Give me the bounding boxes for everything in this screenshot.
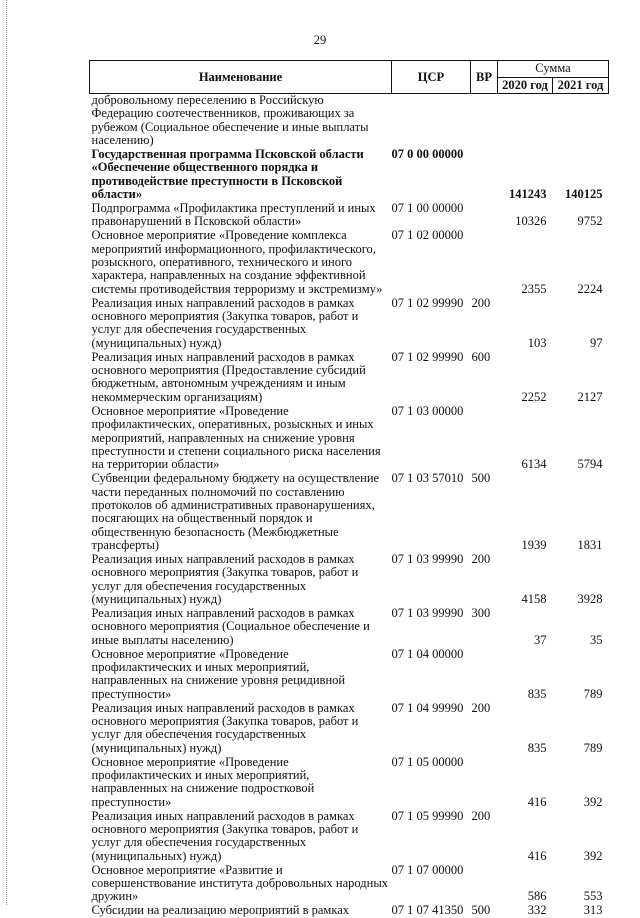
- row-amount-2021: 2127: [577, 389, 603, 404]
- row-name: Основное мероприятие «Проведение профилактических и иных мероприятий, направленных на снижение уровня рецидивной преступности»: [91, 646, 346, 701]
- row-csr-code: 07 1 07 00000: [391, 862, 464, 877]
- row-csr-code: 07 1 03 99990: [391, 551, 464, 566]
- row-amount-2021: 140125: [565, 187, 603, 202]
- row-vr-code: [471, 94, 498, 149]
- row-name: Подпрограмма «Профилактика преступлений и иных правонарушений в Псковской области»: [91, 201, 376, 229]
- header-csr: ЦСР: [392, 61, 471, 94]
- row-name: Реализация иных направлений расходов в рамках основного мероприятия (Закупка товаров, работ и услуг для обеспечения государственных (муниципальных) нужд): [91, 551, 359, 607]
- row-vr-code: 500: [471, 903, 491, 918]
- row-amount-2020: 37: [534, 632, 547, 647]
- row-vr-code: 200: [471, 808, 491, 823]
- table-row: [90, 297, 609, 351]
- row-vr-code: [471, 405, 498, 472]
- row-amount-2021: 392: [583, 794, 603, 809]
- row-vr-code: [471, 148, 498, 202]
- row-csr-code: 07 1 03 57010: [391, 471, 464, 486]
- row-vr-code: [471, 229, 498, 296]
- row-csr-code: 07 1 04 99990: [391, 700, 464, 715]
- row-amount-2021: 313: [583, 903, 603, 918]
- table-row: [90, 553, 609, 607]
- table-row: [90, 229, 609, 296]
- row-amount-2020: [498, 94, 553, 149]
- table-row: [90, 648, 609, 702]
- row-amount-2020: 835: [527, 740, 547, 755]
- row-vr-code: 200: [471, 700, 491, 715]
- row-amount-2021: 97: [590, 335, 603, 350]
- row-csr-code: 07 1 03 99990: [391, 605, 464, 620]
- table-row: [90, 756, 609, 810]
- row-csr-code: [392, 94, 471, 149]
- row-name: Основное мероприятие «Проведение профилактических, оперативных, розыскных и иных мероприятий, направленных на снижение уровня преступности и степени социального риска населения на территории области»: [91, 403, 381, 472]
- row-amount-2020: 1939: [521, 538, 547, 553]
- row-amount-2021: 553: [583, 889, 603, 904]
- table-row: [90, 904, 609, 918]
- row-vr-code: [471, 864, 498, 905]
- row-csr-code: 07 1 05 00000: [391, 754, 464, 769]
- row-vr-code: 500: [471, 471, 491, 486]
- row-amount-2021: 2224: [577, 281, 603, 296]
- table-row: [90, 202, 609, 229]
- row-amount-2020: 332: [527, 903, 547, 918]
- row-amount-2020: 416: [527, 794, 547, 809]
- table-row: [90, 94, 609, 149]
- row-amount-2021: 9752: [577, 214, 603, 229]
- row-name: Основное мероприятие «Проведение комплекса мероприятий информационного, профилактического, розыскного, оперативного, технического и иного характера, направленных на создание эффективной системы противодействия терроризму и экстремизму»: [91, 228, 383, 296]
- row-amount-2021: 1831: [577, 538, 603, 553]
- row-vr-code: [471, 202, 498, 229]
- row-name: Реализация иных направлений расходов в рамках основного мероприятия (Предоставление субсидий бюджетным, автономным учреждениям и иным некоммерческим организациям): [91, 349, 366, 404]
- row-vr-code: [471, 756, 498, 810]
- row-amount-2020: 10326: [515, 214, 547, 229]
- table-row: [90, 702, 609, 756]
- row-amount-2021: 392: [583, 848, 603, 863]
- header-year-2020: 2020 год: [498, 77, 553, 94]
- row-csr-code: 07 1 05 99990: [391, 808, 464, 823]
- row-name: Субсидии на реализацию мероприятий в рамках: [91, 903, 350, 918]
- row-csr-code: 07 1 07 41350: [391, 903, 464, 918]
- table-row: [90, 148, 609, 202]
- row-name: Реализация иных направлений расходов в рамках основного мероприятия (Закупка товаров, работ и услуг для обеспечения государственных (муниципальных) нужд): [91, 808, 359, 863]
- table-row: [90, 472, 609, 553]
- row-csr-code: 07 1 02 99990: [391, 295, 464, 310]
- budget-table: [89, 60, 609, 918]
- row-vr-code: 300: [471, 605, 491, 620]
- header-sum: Сумма: [498, 61, 609, 78]
- row-csr-code: 07 1 02 99990: [391, 349, 464, 364]
- row-name: Субвенции федеральному бюджету на осуществление части переданных полномочий по составлению протоколов об административных правонарушениях, посягающих на общественный порядок и общественную безопасность (Межбюджетные трансферты): [91, 471, 380, 553]
- row-csr-code: 07 1 04 00000: [391, 646, 464, 661]
- row-amount-2020: 835: [527, 686, 547, 701]
- row-amount-2020: 4158: [521, 592, 547, 607]
- row-name: Реализация иных направлений расходов в рамках основного мероприятия (Закупка товаров, работ и услуг для обеспечения государственных (муниципальных) нужд): [91, 700, 359, 755]
- header-name: Наименование: [90, 61, 392, 94]
- page-edge-line: [6, 0, 7, 905]
- row-vr-code: 200: [471, 551, 491, 566]
- row-amount-2021: 35: [590, 632, 603, 647]
- header-vr: ВР: [471, 61, 498, 94]
- row-amount-2021: 5794: [577, 457, 603, 472]
- row-vr-code: [471, 648, 498, 702]
- row-amount-2021: 3928: [577, 592, 603, 607]
- row-name: Основное мероприятие «Развитие и совершенствование института добровольных народных дружин»: [91, 862, 388, 904]
- row-amount-2020: 103: [527, 335, 547, 350]
- page-number: 29: [313, 33, 327, 47]
- row-amount-2020: 2252: [521, 389, 547, 404]
- row-amount-2020: 6134: [521, 457, 547, 472]
- table-row: [90, 864, 609, 905]
- row-amount-2020: 141243: [509, 187, 547, 202]
- row-vr-code: 200: [471, 295, 491, 310]
- row-name: добровольному переселению в Российскую Федерацию соотечественников, проживающих за рубежом (Социальное обеспечение и иные выплаты населению): [91, 93, 369, 148]
- header-year-2021: 2021 год: [553, 77, 609, 94]
- row-amount-2021: 789: [583, 740, 603, 755]
- table-row: [90, 607, 609, 648]
- row-csr-code: 07 0 00 00000: [391, 147, 464, 162]
- row-name: Реализация иных направлений расходов в рамках основного мероприятия (Социальное обеспечение и иные выплаты населению): [91, 605, 370, 647]
- row-vr-code: 600: [471, 349, 491, 364]
- row-amount-2020: 2355: [521, 281, 547, 296]
- row-amount-2021: 789: [583, 686, 603, 701]
- row-amount-2021: [553, 94, 609, 149]
- table-row: [90, 405, 609, 472]
- row-name: Государственная программа Псковской области «Обеспечение общественного порядка и противодействие преступности в Псковской области»: [91, 147, 364, 202]
- table-row: [90, 351, 609, 405]
- row-csr-code: 07 1 00 00000: [391, 201, 464, 216]
- row-csr-code: 07 1 02 00000: [391, 228, 464, 243]
- row-name: Реализация иных направлений расходов в рамках основного мероприятия (Закупка товаров, работ и услуг для обеспечения государственных (муниципальных) нужд): [91, 295, 359, 350]
- table-row: [90, 810, 609, 864]
- row-name: Основное мероприятие «Проведение профилактических и иных мероприятий, направленных на снижение подростковой преступности»: [91, 754, 315, 809]
- row-amount-2020: 586: [527, 889, 547, 904]
- row-amount-2020: 416: [527, 848, 547, 863]
- row-csr-code: 07 1 03 00000: [391, 403, 464, 418]
